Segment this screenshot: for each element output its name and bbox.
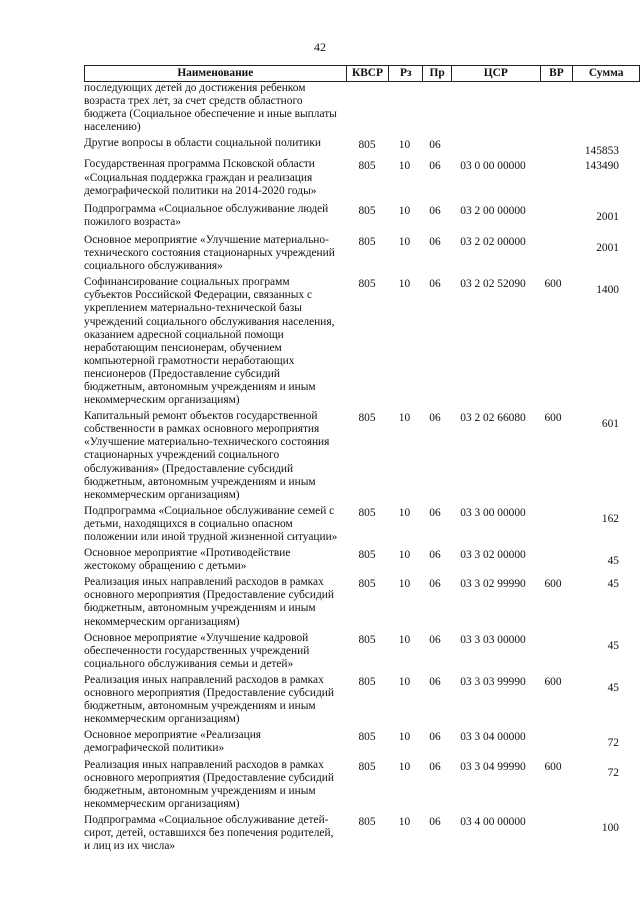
row-name: Подпрограмма «Социальное обслуживание семей с детьми, находящихся в социально опасном положении или иной трудной жизненной ситуации» bbox=[84, 504, 338, 543]
table-row bbox=[84, 729, 640, 755]
row-vr: 600 bbox=[544, 278, 562, 291]
row-kvsr: 805 bbox=[358, 549, 376, 562]
table-row bbox=[84, 547, 640, 573]
budget-table bbox=[84, 65, 640, 853]
table-row bbox=[84, 203, 640, 229]
row-kvsr: 805 bbox=[358, 675, 376, 688]
row-vr bbox=[537, 547, 569, 573]
row-name: Софинансирование социальных программ субъектов Российской Федерации, связанных с укреплением материально-технической базы учреждений социального обслуживания населения, оказанием адресной социальной помощи неработающим пенсионерам, обучением компьютерной грамотности неработающих пенсионеров (Предоставление субсидий бюджетным, автономным учреждениям и иным некоммерческим организациям) bbox=[84, 276, 335, 407]
row-kvsr: 805 bbox=[358, 412, 376, 425]
header-name: Наименование bbox=[84, 66, 346, 81]
row-name: Другие вопросы в области социальной политики bbox=[84, 137, 321, 150]
row-vr: 600 bbox=[544, 675, 562, 688]
header-vr: ВР bbox=[540, 66, 573, 81]
row-pr: 06 bbox=[429, 412, 441, 425]
row-rz bbox=[388, 82, 421, 134]
row-sum: 45 bbox=[607, 639, 619, 652]
table-row bbox=[84, 632, 640, 671]
row-name: Реализация иных направлений расходов в рамках основного мероприятия (Предоставление субсидий бюджетным, автономным учреждениям и иным некоммерческим организациям) bbox=[84, 576, 334, 628]
row-pr: 06 bbox=[429, 578, 441, 591]
header-csr: ЦСР bbox=[451, 66, 540, 81]
row-vr bbox=[537, 814, 569, 853]
row-pr: 06 bbox=[429, 139, 441, 152]
row-vr bbox=[537, 82, 569, 134]
row-rz: 10 bbox=[398, 675, 411, 688]
row-csr: 03 2 00 00000 bbox=[460, 204, 526, 217]
row-kvsr: 805 bbox=[358, 235, 376, 248]
row-name: Подпрограмма «Социальное обслуживание людей пожилого возраста» bbox=[84, 202, 329, 228]
row-kvsr: 805 bbox=[358, 160, 376, 173]
row-kvsr: 805 bbox=[358, 731, 376, 744]
row-csr: 03 3 00 00000 bbox=[460, 506, 526, 519]
header-rz: Рз bbox=[388, 66, 422, 81]
row-vr bbox=[537, 729, 569, 755]
row-sum: 145853 bbox=[584, 145, 619, 158]
row-csr bbox=[449, 137, 537, 158]
table-row bbox=[84, 276, 640, 407]
row-sum: 143490 bbox=[584, 160, 619, 173]
row-name: Основное мероприятие «Противодействие жестокому обращению с детьми» bbox=[84, 547, 291, 573]
row-vr bbox=[537, 137, 569, 158]
row-pr: 06 bbox=[429, 506, 441, 519]
table-row bbox=[84, 505, 640, 544]
row-csr: 03 2 02 52090 bbox=[460, 278, 526, 291]
row-kvsr: 805 bbox=[358, 815, 376, 828]
row-csr: 03 3 03 99990 bbox=[460, 675, 526, 688]
row-vr bbox=[537, 234, 569, 273]
row-csr: 03 0 00 00000 bbox=[460, 160, 526, 173]
row-sum: 2001 bbox=[596, 241, 619, 254]
row-vr: 600 bbox=[544, 412, 562, 425]
table-row bbox=[84, 158, 640, 197]
table-row bbox=[84, 410, 640, 502]
row-kvsr: 805 bbox=[358, 204, 376, 217]
row-rz: 10 bbox=[398, 278, 411, 291]
row-kvsr: 805 bbox=[358, 760, 376, 773]
row-rz: 10 bbox=[398, 412, 411, 425]
page-number: 42 bbox=[314, 40, 326, 54]
row-name: Государственная программа Псковской области «Социальная поддержка граждан и реализация демографической политики на 2014-2020 годы» bbox=[84, 158, 317, 197]
row-vr bbox=[537, 505, 569, 544]
row-pr: 06 bbox=[429, 731, 441, 744]
row-vr bbox=[537, 203, 569, 229]
header-sum: Сумма bbox=[572, 66, 640, 81]
row-rz: 10 bbox=[398, 506, 411, 519]
row-sum: 45 bbox=[607, 681, 619, 694]
row-pr: 06 bbox=[429, 633, 441, 646]
row-pr: 06 bbox=[429, 760, 441, 773]
row-pr: 06 bbox=[429, 675, 441, 688]
row-sum: 45 bbox=[607, 555, 619, 568]
table-row bbox=[84, 814, 640, 853]
row-csr: 03 3 03 00000 bbox=[460, 633, 526, 646]
row-vr: 600 bbox=[544, 578, 562, 591]
row-kvsr: 805 bbox=[358, 278, 376, 291]
row-sum bbox=[569, 82, 635, 134]
row-csr: 03 2 02 66080 bbox=[460, 412, 526, 425]
table-row bbox=[84, 759, 640, 811]
row-kvsr: 805 bbox=[358, 578, 376, 591]
row-name: Подпрограмма «Социальное обслуживание детей-сирот, детей, оставшихся без попечения родителей, и лиц из их числа» bbox=[84, 813, 334, 853]
table-row bbox=[84, 82, 640, 134]
row-sum: 72 bbox=[607, 737, 619, 750]
row-rz: 10 bbox=[398, 633, 411, 646]
row-pr: 06 bbox=[429, 160, 441, 173]
table-header bbox=[84, 65, 640, 82]
row-csr: 03 3 02 00000 bbox=[460, 549, 526, 562]
row-name: Реализация иных направлений расходов в рамках основного мероприятия (Предоставление субсидий бюджетным, автономным учреждениям и иным некоммерческим организациям) bbox=[84, 673, 334, 726]
row-csr: 03 3 04 00000 bbox=[460, 731, 526, 744]
row-pr bbox=[421, 82, 449, 134]
row-rz: 10 bbox=[398, 160, 411, 173]
row-pr: 06 bbox=[429, 549, 441, 562]
row-sum: 45 bbox=[607, 578, 619, 591]
row-rz: 10 bbox=[398, 760, 411, 773]
table-row bbox=[84, 576, 640, 628]
row-rz: 10 bbox=[398, 204, 411, 217]
row-rz: 10 bbox=[398, 139, 411, 152]
table-row bbox=[84, 137, 640, 158]
row-name: Реализация иных направлений расходов в рамках основного мероприятия (Предоставление субсидий бюджетным, автономным учреждениям и иным некоммерческим организациям) bbox=[84, 758, 334, 810]
row-rz: 10 bbox=[398, 815, 411, 828]
row-sum: 162 bbox=[601, 512, 619, 525]
row-sum: 1400 bbox=[596, 284, 619, 297]
row-rz: 10 bbox=[398, 549, 411, 562]
row-kvsr: 805 bbox=[358, 506, 376, 519]
row-sum: 100 bbox=[601, 821, 619, 834]
row-name: Основное мероприятие «Улучшение кадровой обеспеченности государственных учреждений социального обслуживания семьи и детей» bbox=[84, 631, 310, 670]
row-csr: 03 2 02 00000 bbox=[460, 235, 526, 248]
row-csr bbox=[449, 82, 537, 134]
row-pr: 06 bbox=[429, 204, 441, 217]
row-vr: 600 bbox=[544, 760, 562, 773]
row-name: Капитальный ремонт объектов государственной собственности в рамках основного мероприятия «Улучшение материально-технического состояния стационарных учреждений социального обслуживания» (Предоставление субсидий бюджетным, автономным учреждениям и иным некоммерческим организациям) bbox=[84, 410, 330, 501]
row-vr bbox=[537, 158, 569, 197]
row-csr: 03 3 04 99990 bbox=[460, 760, 526, 773]
row-sum: 72 bbox=[607, 766, 619, 779]
row-csr: 03 3 02 99990 bbox=[460, 578, 526, 591]
row-rz: 10 bbox=[398, 235, 411, 248]
row-vr bbox=[537, 632, 569, 671]
row-name: Основное мероприятие «Улучшение материально-технического состояния стационарных учреждений социального обслуживания» bbox=[84, 233, 335, 273]
table-row bbox=[84, 234, 640, 273]
row-kvsr: 805 bbox=[358, 633, 376, 646]
table-row bbox=[84, 674, 640, 726]
row-csr: 03 4 00 00000 bbox=[460, 815, 526, 828]
header-kvsr: КВСР bbox=[346, 66, 389, 81]
row-kvsr bbox=[346, 82, 388, 134]
row-name: последующих детей до достижения ребенком возраста трех лет, за счет средств областного бюджета (Социальное обеспечение и иные выплаты населению) bbox=[84, 82, 337, 134]
row-pr: 06 bbox=[429, 278, 441, 291]
row-kvsr: 805 bbox=[358, 139, 376, 152]
row-rz: 10 bbox=[398, 578, 411, 591]
header-pr: Пр bbox=[422, 66, 451, 81]
row-pr: 06 bbox=[429, 815, 441, 828]
row-name: Основное мероприятие «Реализация демографической политики» bbox=[84, 729, 262, 755]
row-pr: 06 bbox=[429, 235, 441, 248]
row-rz: 10 bbox=[398, 731, 411, 744]
row-sum: 2001 bbox=[596, 210, 619, 223]
row-sum: 601 bbox=[601, 418, 619, 431]
